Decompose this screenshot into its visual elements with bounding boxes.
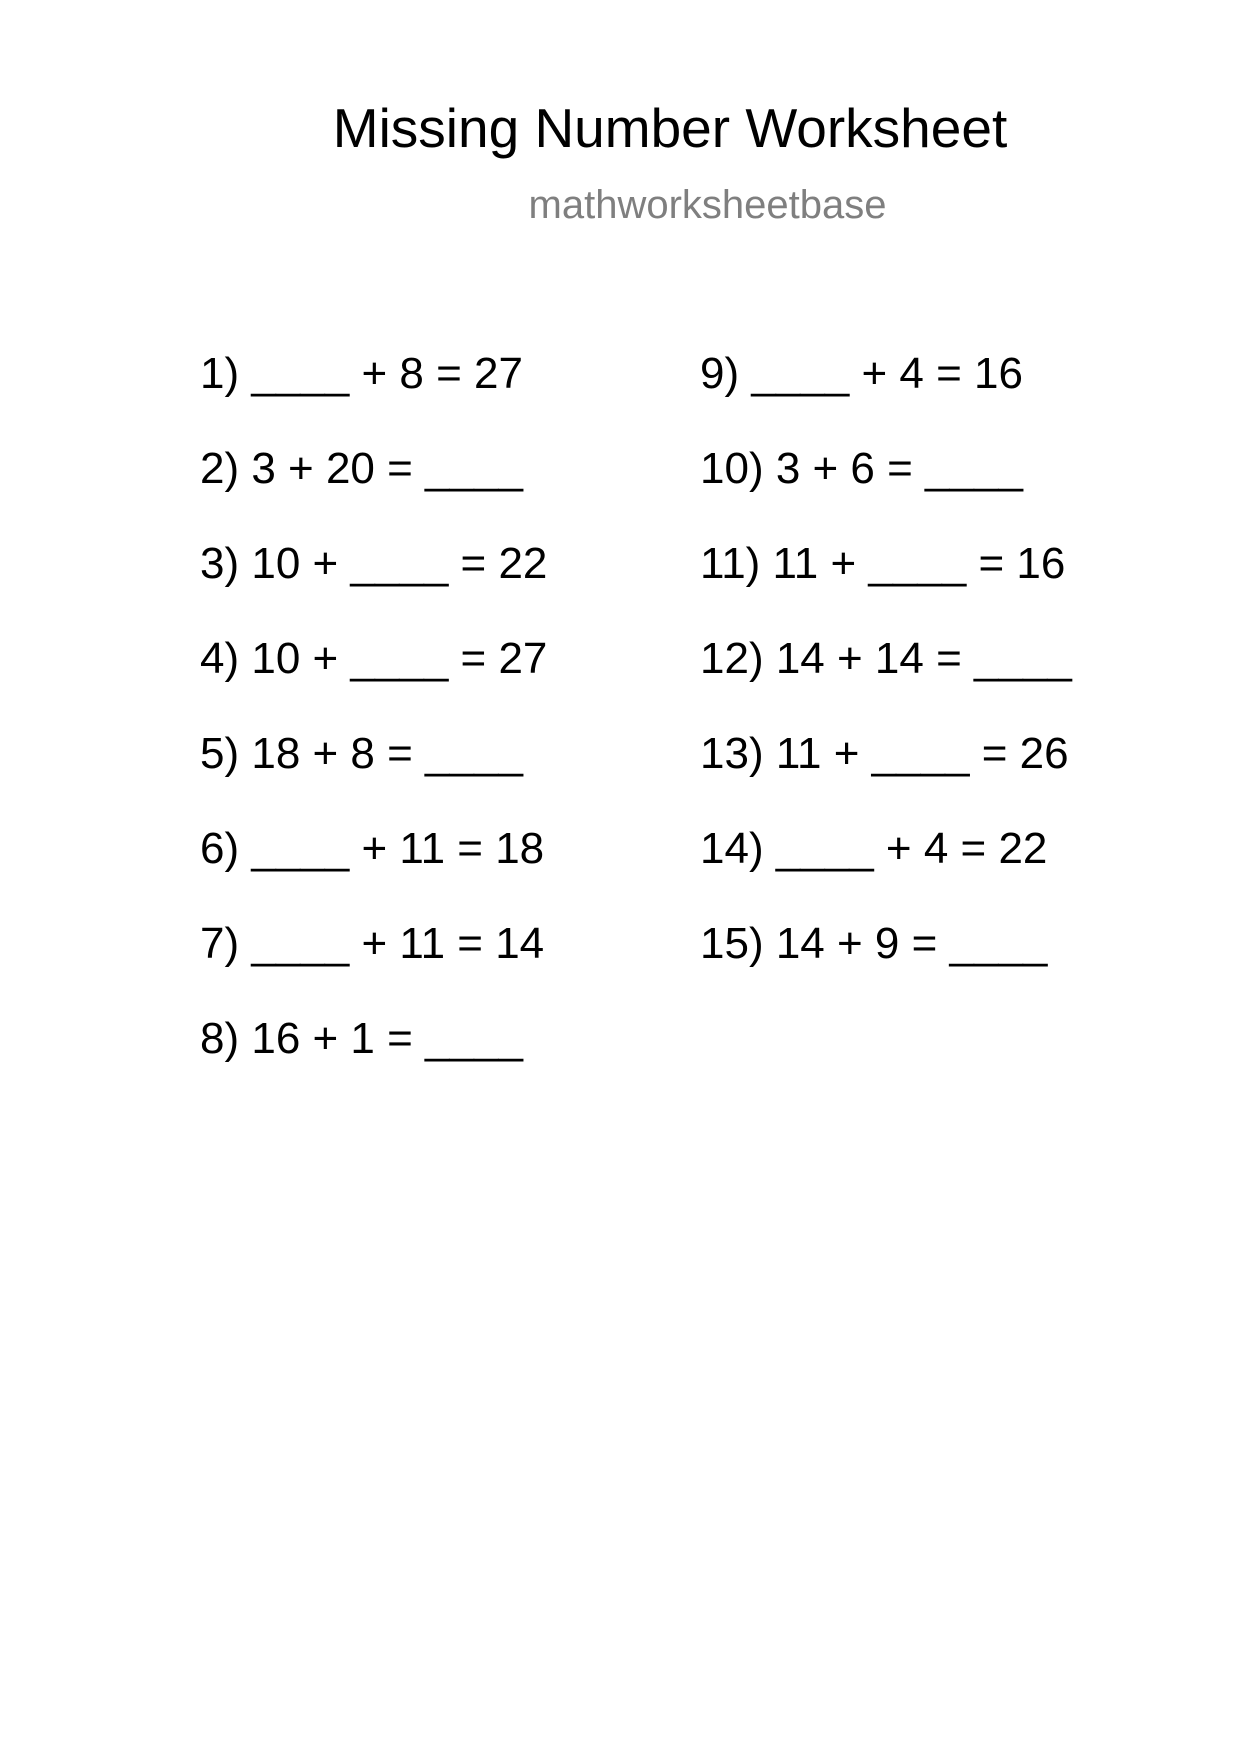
problem-2: 2) 3 + 20 = ____ <box>200 444 523 493</box>
problem-6: 6) ____ + 11 = 18 <box>200 824 545 873</box>
problem-12: 12) 14 + 14 = ____ <box>700 634 1072 683</box>
problem-13: 13) 11 + ____ = 26 <box>700 729 1069 778</box>
site-name: mathworksheetbase <box>528 183 887 227</box>
page-title: Missing Number Worksheet <box>332 97 1008 159</box>
problem-7: 7) ____ + 11 = 14 <box>200 919 545 968</box>
problem-15: 15) 14 + 9 = ____ <box>700 919 1048 968</box>
problem-14: 14) ____ + 4 = 22 <box>700 824 1048 873</box>
problem-column-left <box>200 348 547 1108</box>
problem-3: 3) 10 + ____ = 22 <box>200 539 548 588</box>
problem-9: 9) ____ + 4 = 16 <box>700 349 1023 398</box>
problem-11: 11) 11 + ____ = 16 <box>700 539 1066 588</box>
problem-5: 5) 18 + 8 = ____ <box>200 729 523 778</box>
problem-4: 4) 10 + ____ = 27 <box>200 634 548 683</box>
problem-8: 8) 16 + 1 = ____ <box>200 1014 523 1063</box>
problem-10: 10) 3 + 6 = ____ <box>700 444 1023 493</box>
problem-column-right <box>700 348 1072 1013</box>
problem-1: 1) ____ + 8 = 27 <box>200 349 523 398</box>
